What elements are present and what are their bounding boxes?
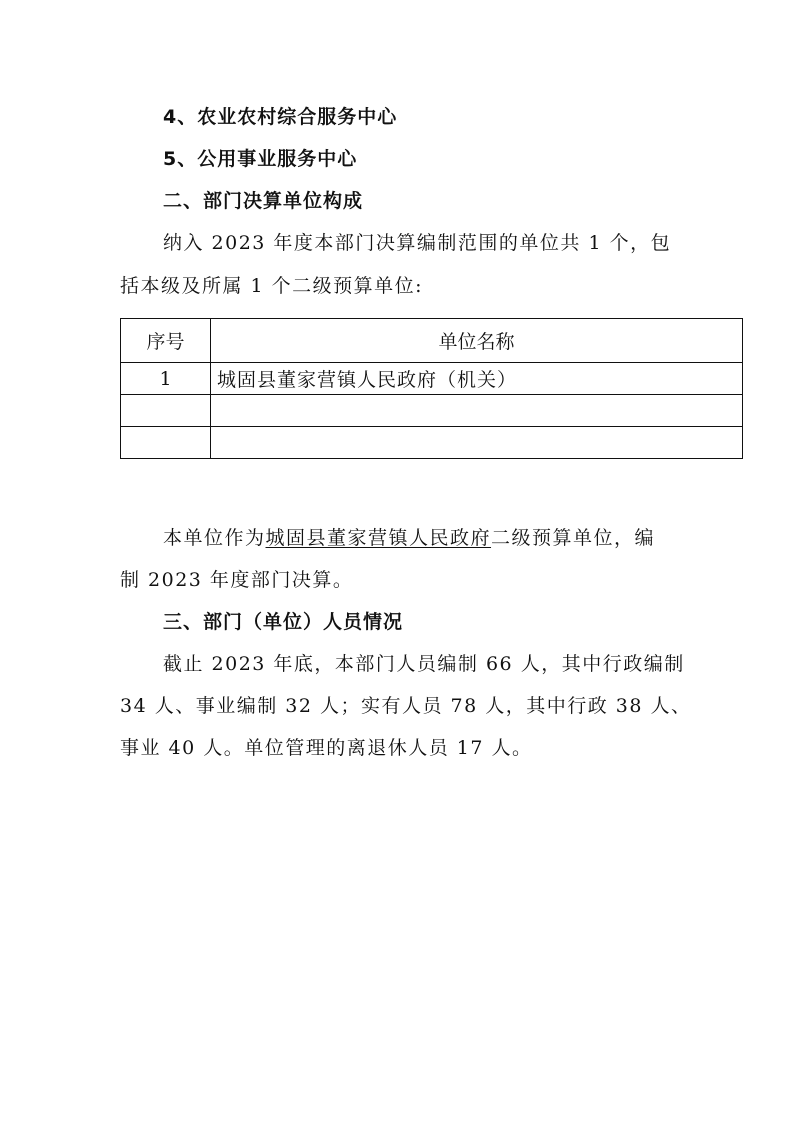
paragraph-line: 制 2023 年度部门决算。: [120, 569, 354, 591]
table-header-row: [121, 319, 743, 363]
table-row: [121, 427, 743, 459]
underlined-unit-name: 城固县董家营镇人民政府: [265, 527, 492, 549]
paragraph-line: 截止 2023 年底，本部门人员编制 66 人，其中行政编制: [163, 653, 685, 675]
column-header-unit-name: 单位名称: [211, 319, 743, 363]
paragraph-line: 括本级及所属 1 个二级预算单位:: [120, 275, 424, 297]
paragraph-line: [163, 527, 655, 549]
paragraph-line: 纳入 2023 年度本部门决算编制范围的单位共 1 个，包: [163, 232, 672, 254]
paragraph-line: 34 人、事业编制 32 人；实有人员 78 人，其中行政 38 人、: [120, 695, 692, 717]
table-cell-index: [121, 395, 211, 427]
table-cell-index: [121, 427, 211, 459]
table-cell-unit-name: [211, 427, 743, 459]
section-heading-unit-composition: 二、部门决算单位构成: [163, 190, 364, 212]
table-row: [121, 395, 743, 427]
table-row: [121, 363, 743, 395]
table-cell-unit-name: [211, 395, 743, 427]
text-prefix: 本单位作为: [163, 527, 266, 549]
list-item-agri-center: 4、农业农村综合服务中心: [163, 106, 398, 128]
list-item-public-service-center: 5、公用事业服务中心: [163, 148, 358, 170]
section-heading-staffing: 三、部门（单位）人员情况: [163, 611, 404, 633]
paragraph-line: 事业 40 人。单位管理的离退休人员 17 人。: [120, 737, 533, 759]
table-cell-index: 1: [121, 363, 211, 395]
column-header-index: 序号: [121, 319, 211, 363]
text-suffix: 二级预算单位，编: [491, 527, 656, 549]
table-cell-unit-name: 城固县董家营镇人民政府（机关）: [211, 363, 743, 395]
units-table: [120, 318, 743, 459]
